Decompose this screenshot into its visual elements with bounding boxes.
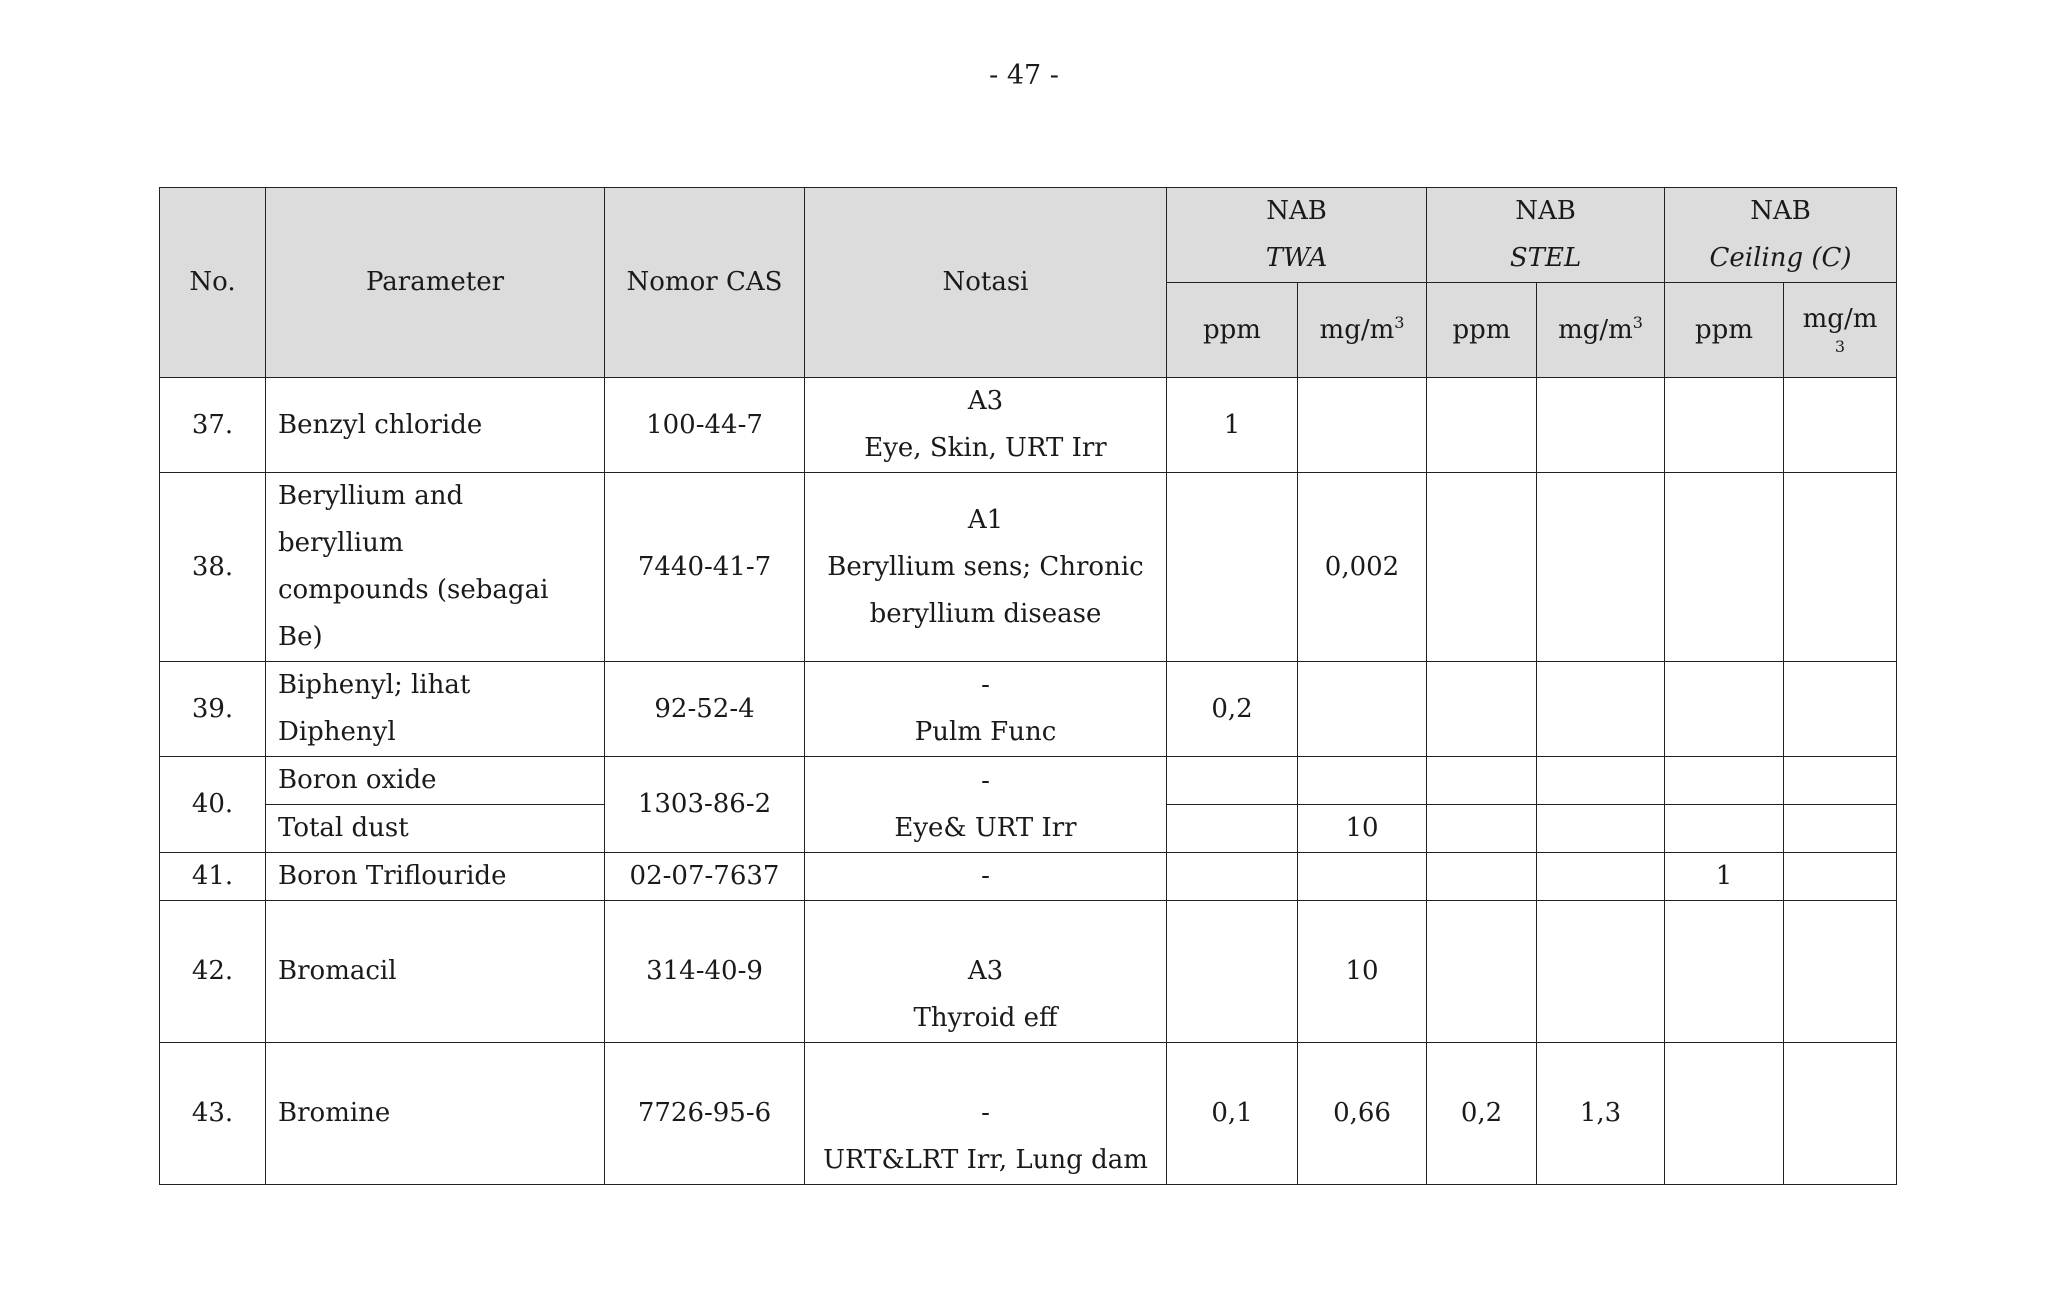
cell-stel-ppm bbox=[1427, 662, 1537, 757]
cell-ceiling-mg bbox=[1784, 901, 1897, 1043]
unit-sup: 3 bbox=[1394, 312, 1405, 332]
cell-twa-ppm: 0,2 bbox=[1167, 662, 1298, 757]
cell-stel-mg bbox=[1537, 378, 1665, 473]
header-ceiling-ppm: ppm bbox=[1665, 283, 1784, 378]
unit-mg: mg/m bbox=[1558, 314, 1633, 345]
notasi-line: A3 bbox=[967, 956, 1004, 986]
cell-cas: 7440-41-7 bbox=[605, 473, 805, 662]
cell-stel-mg bbox=[1537, 805, 1665, 853]
header-ceiling-top: NAB bbox=[1750, 196, 1811, 226]
cell-twa-mg: 0,002 bbox=[1298, 473, 1427, 662]
unit-mg: mg/m bbox=[1319, 314, 1395, 345]
cell-parameter: Benzyl chloride bbox=[266, 378, 605, 473]
cell-stel-mg: 1,3 bbox=[1537, 1043, 1665, 1185]
header-cas: Nomor CAS bbox=[605, 188, 805, 378]
cell-ceiling-ppm bbox=[1665, 378, 1784, 473]
cell-cas: 314-40-9 bbox=[605, 901, 805, 1043]
cell-cas: 7726-95-6 bbox=[605, 1043, 805, 1185]
notasi-line: - bbox=[981, 765, 990, 796]
table-row bbox=[160, 901, 1897, 1043]
cell-notasi bbox=[805, 901, 1167, 1043]
notasi-line: Pulm Func bbox=[914, 717, 1057, 747]
cell-stel-ppm bbox=[1427, 473, 1537, 662]
cell-ceiling-ppm bbox=[1665, 805, 1784, 853]
cell-cas: 92-52-4 bbox=[605, 662, 805, 757]
table-row bbox=[160, 473, 1897, 662]
cell-twa-mg bbox=[1298, 853, 1427, 901]
table-row bbox=[160, 1043, 1897, 1185]
cell-twa-mg bbox=[1298, 757, 1427, 805]
cell-notasi bbox=[805, 1043, 1167, 1185]
cell-ceiling-mg bbox=[1784, 805, 1897, 853]
header-nab-ceiling bbox=[1665, 188, 1897, 283]
cell-parameter: Boron oxide bbox=[266, 757, 605, 805]
cell-cas: 100-44-7 bbox=[605, 378, 805, 473]
notasi-line: - bbox=[981, 670, 990, 700]
header-ceiling-sub: Ceiling (C) bbox=[1709, 243, 1852, 273]
cell-parameter: Bromacil bbox=[266, 901, 605, 1043]
notasi-line: beryllium disease bbox=[869, 598, 1102, 629]
header-stel-top: NAB bbox=[1515, 196, 1576, 226]
parameter-line: compounds (sebagai Be) bbox=[278, 575, 549, 652]
cell-twa-mg: 10 bbox=[1298, 901, 1427, 1043]
table-row bbox=[160, 662, 1897, 757]
cell-twa-ppm: 0,1 bbox=[1167, 1043, 1298, 1185]
unit-sup: 3 bbox=[1632, 312, 1643, 332]
cell-stel-mg bbox=[1537, 473, 1665, 662]
unit-mg-wrapped: mg/m bbox=[1802, 304, 1878, 334]
cell-twa-mg: 0,66 bbox=[1298, 1043, 1427, 1185]
cell-no: 39. bbox=[160, 662, 266, 757]
cell-ceiling-ppm bbox=[1665, 901, 1784, 1043]
header-stel-mg bbox=[1537, 283, 1665, 378]
header-twa-sub: TWA bbox=[1265, 243, 1328, 273]
cell-notasi: - bbox=[805, 853, 1167, 901]
notasi-line: A1 bbox=[967, 504, 1004, 535]
cell-twa-ppm bbox=[1167, 901, 1298, 1043]
cell-stel-ppm bbox=[1427, 805, 1537, 853]
cell-ceiling-mg bbox=[1784, 757, 1897, 805]
parameter-line: Beryllium and beryllium bbox=[278, 481, 464, 558]
cell-stel-mg bbox=[1537, 901, 1665, 1043]
cell-parameter: Boron Triflouride bbox=[266, 853, 605, 901]
cell-no: 43. bbox=[160, 1043, 266, 1185]
header-nab-twa bbox=[1167, 188, 1427, 283]
header-ceiling-mg bbox=[1784, 283, 1897, 378]
table-header bbox=[160, 188, 1897, 378]
notasi-line: Beryllium sens; Chronic bbox=[827, 551, 1144, 582]
cell-ceiling-ppm bbox=[1665, 473, 1784, 662]
notasi-line: Eye, Skin, URT Irr bbox=[864, 433, 1107, 463]
header-nab-stel bbox=[1427, 188, 1665, 283]
table-body bbox=[160, 378, 1897, 1185]
cell-twa-ppm: 1 bbox=[1167, 378, 1298, 473]
table-row bbox=[160, 853, 1897, 901]
cell-ceiling-ppm bbox=[1665, 662, 1784, 757]
cell-no: 37. bbox=[160, 378, 266, 473]
cell-no: 40. bbox=[160, 757, 266, 853]
table-row bbox=[160, 757, 1897, 805]
cell-cas: 02-07-7637 bbox=[605, 853, 805, 901]
cell-no: 42. bbox=[160, 901, 266, 1043]
cell-twa-mg bbox=[1298, 378, 1427, 473]
cell-stel-ppm bbox=[1427, 853, 1537, 901]
notasi-line: A3 bbox=[967, 386, 1004, 416]
cell-ceiling-ppm: 1 bbox=[1665, 853, 1784, 901]
cell-notasi bbox=[805, 378, 1167, 473]
cell-twa-ppm bbox=[1167, 805, 1298, 853]
cell-cas: 1303-86-2 bbox=[605, 757, 805, 853]
nab-table bbox=[159, 187, 1897, 1185]
cell-stel-ppm bbox=[1427, 901, 1537, 1043]
cell-twa-ppm bbox=[1167, 473, 1298, 662]
page-number: - 47 - bbox=[989, 60, 1059, 91]
cell-no: 41. bbox=[160, 853, 266, 901]
header-parameter: Parameter bbox=[266, 188, 605, 378]
cell-twa-ppm bbox=[1167, 853, 1298, 901]
cell-ceiling-mg bbox=[1784, 473, 1897, 662]
notasi-line: URT&LRT Irr, Lung dam bbox=[823, 1145, 1148, 1175]
cell-ceiling-ppm bbox=[1665, 757, 1784, 805]
notasi-line: Thyroid eff bbox=[913, 1003, 1058, 1033]
notasi-line: Eye& URT Irr bbox=[894, 812, 1077, 843]
cell-notasi bbox=[805, 757, 1167, 853]
header-stel-sub: STEL bbox=[1509, 243, 1582, 273]
header-stel-ppm: ppm bbox=[1427, 283, 1537, 378]
unit-sup-wrapped: 3 bbox=[1834, 337, 1846, 356]
cell-stel-ppm bbox=[1427, 378, 1537, 473]
cell-twa-ppm bbox=[1167, 757, 1298, 805]
header-no: No. bbox=[160, 188, 266, 378]
cell-twa-mg bbox=[1298, 662, 1427, 757]
cell-parameter: Total dust bbox=[266, 805, 605, 853]
header-twa-mg bbox=[1298, 283, 1427, 378]
cell-parameter bbox=[266, 473, 605, 662]
cell-parameter: Biphenyl; lihat Diphenyl bbox=[266, 662, 605, 757]
cell-ceiling-mg bbox=[1784, 1043, 1897, 1185]
header-twa-top: NAB bbox=[1266, 196, 1327, 226]
cell-notasi bbox=[805, 473, 1167, 662]
cell-stel-ppm bbox=[1427, 757, 1537, 805]
cell-stel-mg bbox=[1537, 662, 1665, 757]
cell-ceiling-mg bbox=[1784, 378, 1897, 473]
cell-stel-mg bbox=[1537, 757, 1665, 805]
cell-notasi bbox=[805, 662, 1167, 757]
cell-twa-mg: 10 bbox=[1298, 805, 1427, 853]
header-notasi: Notasi bbox=[805, 188, 1167, 378]
table-row bbox=[160, 378, 1897, 473]
cell-stel-ppm: 0,2 bbox=[1427, 1043, 1537, 1185]
cell-ceiling-mg bbox=[1784, 662, 1897, 757]
cell-stel-mg bbox=[1537, 853, 1665, 901]
cell-ceiling-mg bbox=[1784, 853, 1897, 901]
notasi-line: - bbox=[981, 1098, 990, 1128]
header-twa-ppm: ppm bbox=[1167, 283, 1298, 378]
cell-parameter: Bromine bbox=[266, 1043, 605, 1185]
cell-ceiling-ppm bbox=[1665, 1043, 1784, 1185]
cell-no: 38. bbox=[160, 473, 266, 662]
